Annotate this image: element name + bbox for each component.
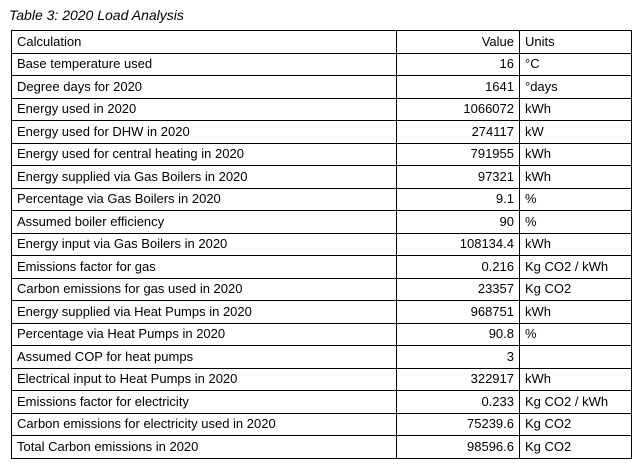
value-cell: 0.233 <box>397 391 520 414</box>
calculation-cell: Emissions factor for gas <box>12 256 397 279</box>
table-row <box>12 368 632 391</box>
value-cell: 274117 <box>397 121 520 144</box>
calculation-cell: Degree days for 2020 <box>12 76 397 99</box>
calculation-cell: Energy supplied via Heat Pumps in 2020 <box>12 301 397 324</box>
units-cell: kWh <box>520 368 632 391</box>
units-cell: % <box>520 211 632 234</box>
units-cell <box>520 346 632 369</box>
units-cell: kWh <box>520 233 632 256</box>
units-cell: Kg CO2 <box>520 413 632 436</box>
header-value: Value <box>397 31 520 54</box>
calculation-cell: Assumed boiler efficiency <box>12 211 397 234</box>
calculation-cell: Total Carbon emissions in 2020 <box>12 436 397 459</box>
table-row <box>12 143 632 166</box>
table-row <box>12 188 632 211</box>
calculation-cell: Energy supplied via Gas Boilers in 2020 <box>12 166 397 189</box>
calculation-cell: Percentage via Gas Boilers in 2020 <box>12 188 397 211</box>
calculation-cell: Energy used in 2020 <box>12 98 397 121</box>
units-cell: % <box>520 188 632 211</box>
calculation-cell: Base temperature used <box>12 53 397 76</box>
units-cell: % <box>520 323 632 346</box>
table-row <box>12 76 632 99</box>
value-cell: 9.1 <box>397 188 520 211</box>
value-cell: 97321 <box>397 166 520 189</box>
units-cell: kW <box>520 121 632 144</box>
calculation-cell: Energy input via Gas Boilers in 2020 <box>12 233 397 256</box>
units-cell: kWh <box>520 301 632 324</box>
calculation-cell: Energy used for central heating in 2020 <box>12 143 397 166</box>
value-cell: 90.8 <box>397 323 520 346</box>
calculation-cell: Carbon emissions for gas used in 2020 <box>12 278 397 301</box>
header-units: Units <box>520 31 632 54</box>
table-row <box>12 233 632 256</box>
table-row <box>12 413 632 436</box>
calculation-cell: Energy used for DHW in 2020 <box>12 121 397 144</box>
value-cell: 322917 <box>397 368 520 391</box>
load-analysis-table <box>11 30 632 459</box>
units-cell: Kg CO2 / kWh <box>520 391 632 414</box>
value-cell: 791955 <box>397 143 520 166</box>
calculation-cell: Assumed COP for heat pumps <box>12 346 397 369</box>
units-cell: °days <box>520 76 632 99</box>
table-row <box>12 53 632 76</box>
table-row <box>12 256 632 279</box>
table-row <box>12 166 632 189</box>
value-cell: 968751 <box>397 301 520 324</box>
units-cell: kWh <box>520 143 632 166</box>
value-cell: 16 <box>397 53 520 76</box>
table-caption: Table 3: 2020 Load Analysis <box>9 7 184 23</box>
table-row <box>12 121 632 144</box>
calculation-cell: Carbon emissions for electricity used in 2020 <box>12 413 397 436</box>
table-row <box>12 391 632 414</box>
table-header-row <box>12 31 632 54</box>
value-cell: 3 <box>397 346 520 369</box>
value-cell: 90 <box>397 211 520 234</box>
value-cell: 98596.6 <box>397 436 520 459</box>
table-row <box>12 278 632 301</box>
calculation-cell: Emissions factor for electricity <box>12 391 397 414</box>
table-row <box>12 323 632 346</box>
value-cell: 75239.6 <box>397 413 520 436</box>
header-calculation: Calculation <box>12 31 397 54</box>
value-cell: 1641 <box>397 76 520 99</box>
value-cell: 108134.4 <box>397 233 520 256</box>
units-cell: kWh <box>520 166 632 189</box>
value-cell: 0.216 <box>397 256 520 279</box>
units-cell: Kg CO2 <box>520 436 632 459</box>
units-cell: Kg CO2 <box>520 278 632 301</box>
units-cell: Kg CO2 / kWh <box>520 256 632 279</box>
calculation-cell: Electrical input to Heat Pumps in 2020 <box>12 368 397 391</box>
units-cell: kWh <box>520 98 632 121</box>
value-cell: 1066072 <box>397 98 520 121</box>
table-row <box>12 211 632 234</box>
table-row <box>12 436 632 459</box>
calculation-cell: Percentage via Heat Pumps in 2020 <box>12 323 397 346</box>
table-row <box>12 346 632 369</box>
table-row <box>12 98 632 121</box>
units-cell: °C <box>520 53 632 76</box>
value-cell: 23357 <box>397 278 520 301</box>
table-row <box>12 301 632 324</box>
